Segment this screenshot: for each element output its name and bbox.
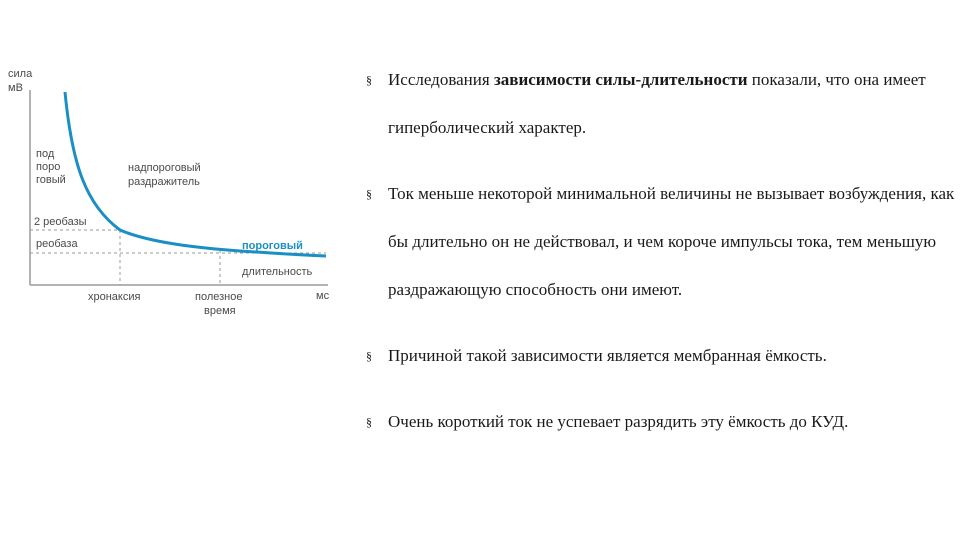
- bullet-text-post: показали, что она имеет гиперболический характер.: [388, 70, 926, 137]
- bullet-item: [366, 332, 956, 380]
- subthreshold-label-line2: поро: [36, 161, 61, 173]
- chronaxie-label: хронаксия: [88, 291, 141, 303]
- bullet-text-pre: Исследования: [388, 70, 494, 89]
- threshold-curve: [65, 92, 326, 256]
- two-rheobases-label: 2 реобазы: [34, 216, 87, 228]
- bullet-item: [366, 398, 956, 446]
- useful-time-label-line2: время: [204, 305, 236, 317]
- bullet-list: [366, 56, 956, 464]
- suprathreshold-label-line2: раздражитель: [128, 176, 200, 188]
- bullet-marker: §: [366, 187, 372, 201]
- bullet-marker: §: [366, 415, 372, 429]
- threshold-label: пороговый: [242, 240, 303, 252]
- useful-time-label-line1: полезное: [195, 291, 243, 303]
- y-axis-label-line2: мВ: [8, 82, 23, 94]
- x-axis-unit-label: мс: [316, 290, 330, 302]
- strength-duration-figure: [0, 55, 340, 325]
- bullet-marker: §: [366, 349, 372, 363]
- subthreshold-label-line1: под: [36, 148, 55, 160]
- bullet-item: [366, 56, 956, 152]
- bullet-marker: §: [366, 73, 372, 87]
- bullet-text-bold: зависимости силы-длительности: [493, 70, 748, 89]
- bullet-text: Причиной такой зависимости является мембранная ёмкость.: [388, 346, 827, 365]
- bullet-text: Очень короткий ток не успевает разрядить эту ёмкость до КУД.: [388, 412, 849, 431]
- bullet-text: Ток меньше некоторой минимальной величины не вызывает возбуждения, как бы длительно он не действовал, и чем короче импульсы тока, тем меньшую раздражающую способность они имеют.: [388, 184, 955, 299]
- bullet-item: [366, 170, 956, 314]
- duration-label: длительность: [242, 266, 313, 278]
- suprathreshold-label-line1: надпороговый: [128, 162, 201, 174]
- subthreshold-label-line3: говый: [36, 174, 66, 186]
- rheobase-label: реобаза: [36, 238, 78, 250]
- y-axis-label-line1: сила: [8, 68, 33, 80]
- strength-duration-diagram: [0, 55, 340, 325]
